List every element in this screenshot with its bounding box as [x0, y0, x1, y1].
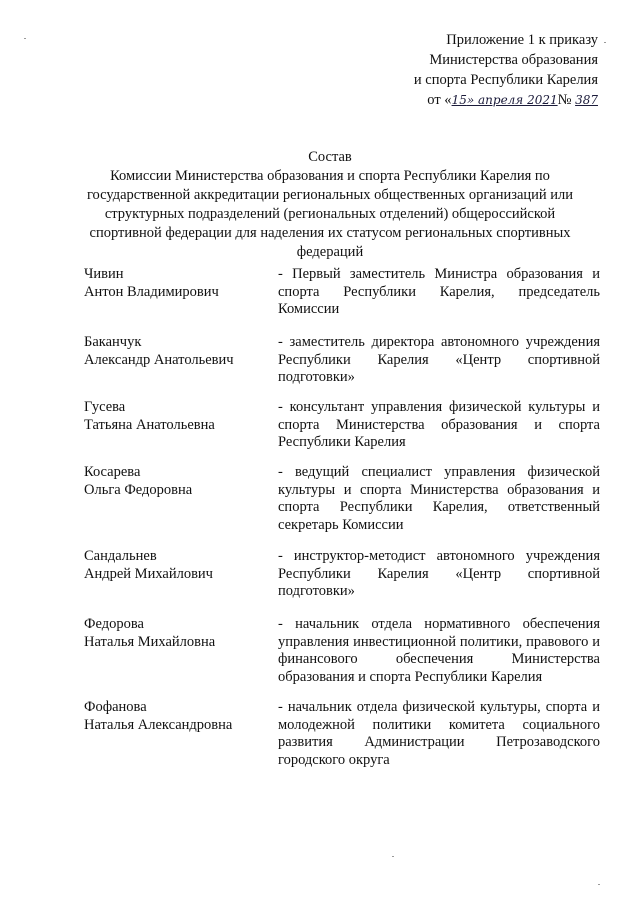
title-heading: Состав: [308, 149, 352, 165]
member-name: [84, 334, 274, 369]
member-surname: Косарева: [84, 464, 141, 480]
member-name: [84, 399, 274, 434]
date-mid: » апреля 20: [466, 93, 543, 107]
member-given-name: Наталья Михайловна: [84, 633, 216, 650]
member-name: [84, 548, 274, 583]
scan-speck: [604, 42, 606, 43]
title-body: Комиссии Министерства образования и спорта Республики Карелия по государственной аккредитации региональных общественных организаций или структурных подразделений (региональных отделений) общероссийской спортивной федерации для наделения их статусом региональных спортивных федераций: [86, 168, 574, 260]
member-role: - Первый заместитель Министра образования и спорта Республики Карелия, председатель Комиссии: [278, 266, 600, 317]
scan-speck: [24, 38, 26, 39]
date-day: 15: [451, 93, 467, 107]
member-surname: Чивин: [84, 266, 124, 282]
member-given-name: Александр Анатольевич: [84, 351, 234, 368]
scan-speck: [392, 856, 394, 857]
appendix-date-line: [338, 90, 598, 110]
member-role: - начальник отдела физической культуры, спорта и молодежной политики комитета социального развития Администрации Петрозаводского городского округа: [278, 699, 600, 768]
member-given-name: Наталья Александровна: [84, 716, 233, 733]
scan-speck: [598, 884, 600, 885]
order-number: 387: [575, 93, 598, 107]
member-role: - ведущий специалист управления физической культуры и спорта Министерства образования и спорта Республики Карелия, ответственный секретарь Комиссии: [278, 464, 600, 533]
member-surname: Баканчук: [84, 334, 142, 350]
date-year: 21: [542, 93, 558, 107]
member-name: [84, 616, 274, 651]
member-surname: Гусева: [84, 399, 126, 415]
member-name: [84, 266, 274, 301]
member-role: - начальник отдела нормативного обеспечения управления инвестиционной политики, правового и финансового обеспечения Министерства образования и спорта Республики Карелия: [278, 616, 600, 685]
member-role: - заместитель директора автономного учреждения Республики Карелия «Центр спортивной подготовки»: [278, 334, 600, 385]
appendix-block: [338, 30, 598, 110]
member-given-name: Ольга Федоровна: [84, 481, 193, 498]
appendix-line-2: Министерства образования: [429, 52, 598, 68]
member-given-name: Андрей Михайлович: [84, 565, 213, 582]
member-surname: Сандальнев: [84, 548, 157, 564]
date-prefix: от «: [427, 92, 452, 108]
member-role: - инструктор-методист автономного учреждения Республики Карелия «Центр спортивной подготовки»: [278, 548, 600, 599]
number-label: №: [557, 92, 572, 108]
member-given-name: Антон Владимирович: [84, 283, 219, 300]
document-title: [80, 148, 580, 262]
member-given-name: Татьяна Анатольевна: [84, 416, 215, 433]
member-role: - консультант управления физической культуры и спорта Министерства образования и спорта Республики Карелия: [278, 399, 600, 450]
member-surname: Фофанова: [84, 699, 147, 715]
appendix-line-1: Приложение 1 к приказу: [446, 32, 598, 48]
appendix-line-3: и спорта Республики Карелия: [413, 72, 598, 88]
member-surname: Федорова: [84, 616, 144, 632]
member-name: [84, 464, 274, 499]
member-name: [84, 699, 274, 734]
